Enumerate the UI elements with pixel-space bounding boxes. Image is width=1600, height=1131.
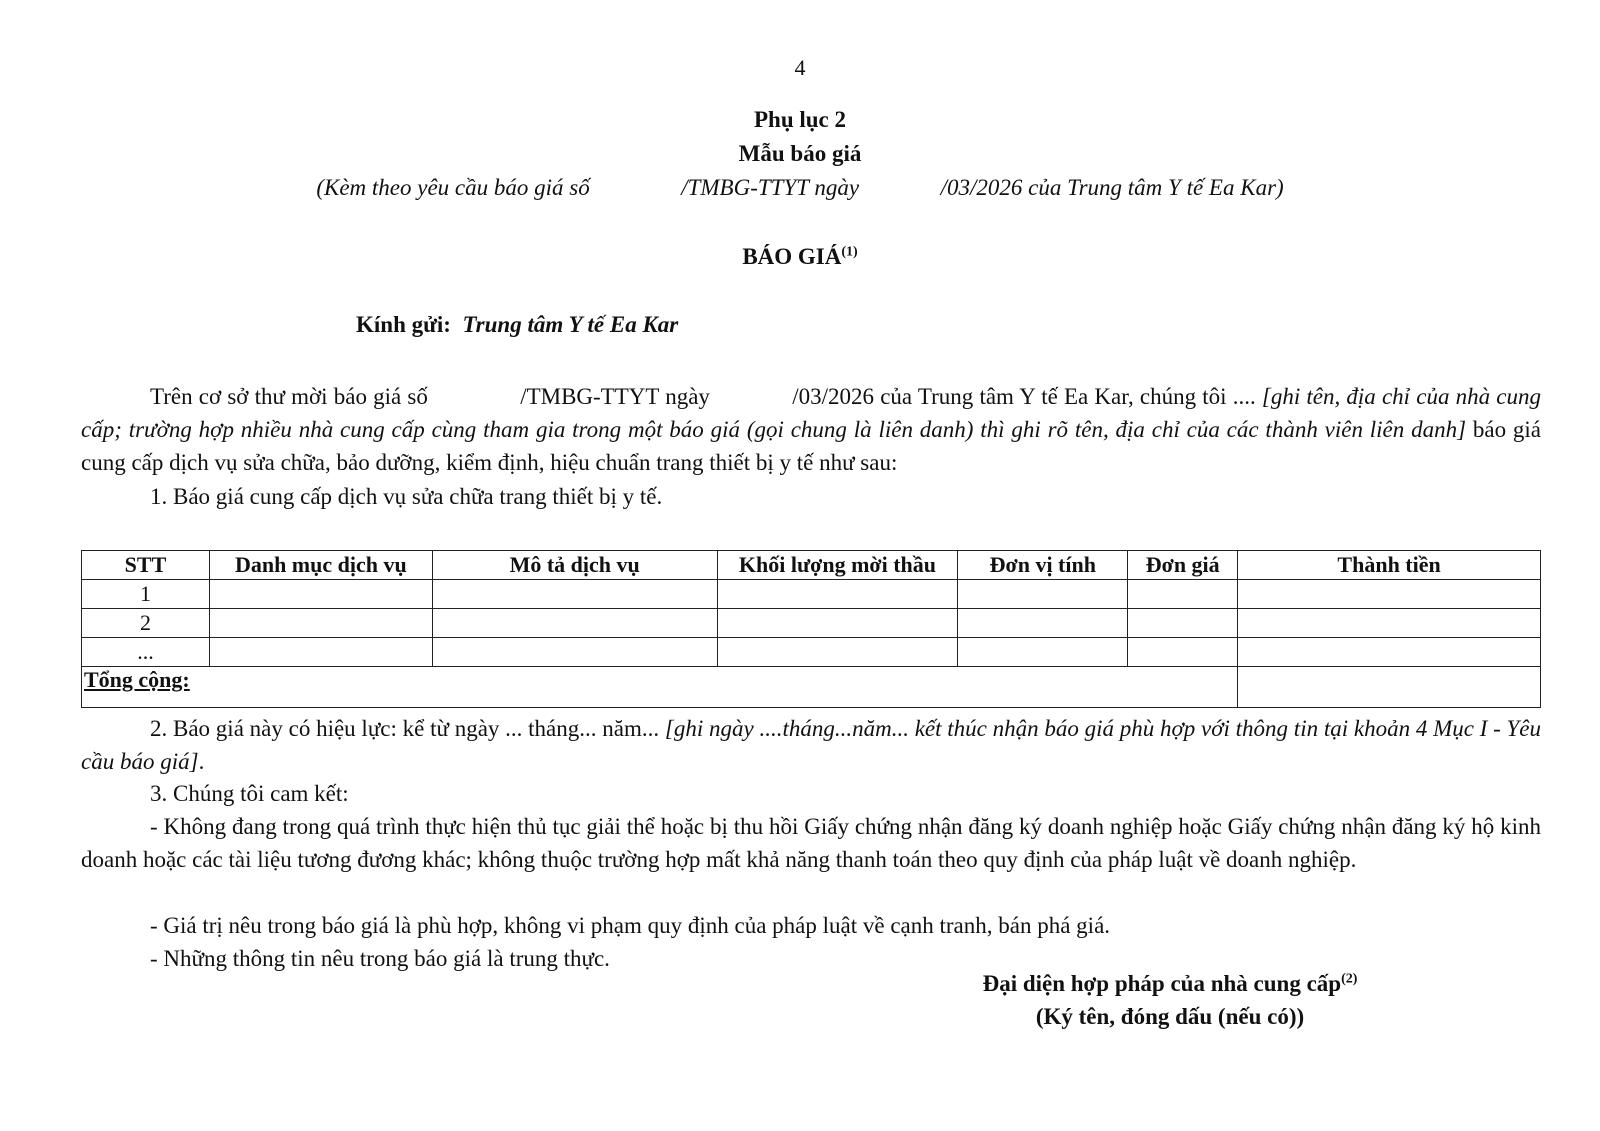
item-2 (81, 712, 1541, 778)
intro-part2: /TMBG-TTYT ngày (520, 384, 710, 409)
recipient-label: Kính gửi: (356, 312, 451, 337)
total-label: Tổng cộng: (82, 667, 1238, 708)
quote-table (81, 550, 1541, 708)
col-service-desc: Mô tả dịch vụ (432, 551, 717, 580)
table-cell[interactable] (1128, 609, 1238, 638)
table-cell[interactable] (717, 638, 958, 667)
item-2-text: 2. Báo giá này có hiệu lực: kể từ ngày ... tháng... năm... (150, 716, 660, 741)
total-value-cell[interactable] (1238, 667, 1541, 708)
table-cell[interactable] (1128, 638, 1238, 667)
quote-title-text: BÁO GIÁ (742, 244, 842, 269)
appendix-heading: Phụ lục 2 (753, 107, 847, 132)
col-unit: Đơn vị tính (958, 551, 1128, 580)
table-cell[interactable] (209, 638, 432, 667)
row-stt: 2 (82, 609, 210, 638)
item-2-end: . (198, 749, 205, 774)
attach-part2: /TMBG-TTYT ngày (681, 175, 860, 200)
item-1: 1. Báo giá cung cấp dịch vụ sửa chữa trang thiết bị y tế. (150, 484, 663, 509)
col-unit-price: Đơn giá (1128, 551, 1238, 580)
table-cell[interactable] (1238, 638, 1541, 667)
signature-line1: Đại diện hợp pháp của nhà cung cấp (982, 971, 1342, 996)
table-row (82, 609, 1541, 638)
table-cell[interactable] (1238, 609, 1541, 638)
page-number: 4 (794, 55, 806, 80)
table-cell[interactable] (1238, 580, 1541, 609)
form-title: Mẫu báo giá (738, 141, 862, 166)
table-cell[interactable] (432, 609, 717, 638)
table-cell[interactable] (432, 580, 717, 609)
title-footnote: (1) (841, 244, 858, 260)
col-service-list: Danh mục dịch vụ (209, 551, 432, 580)
table-total-row (82, 667, 1541, 708)
intro-paragraph (81, 380, 1541, 479)
col-stt: STT (82, 551, 210, 580)
table-cell[interactable] (209, 580, 432, 609)
table-cell[interactable] (717, 609, 958, 638)
table-cell[interactable] (958, 609, 1128, 638)
quote-title (0, 244, 1600, 270)
col-amount: Thành tiền (1238, 551, 1541, 580)
table-row (82, 580, 1541, 609)
table-cell[interactable] (209, 609, 432, 638)
attach-part3: /03/2026 của Trung tâm Y tế Ea Kar) (940, 175, 1284, 200)
signature-title (860, 971, 1480, 997)
attach-part1: (Kèm theo yêu cầu báo giá số (316, 175, 590, 200)
commitment-2: - Giá trị nêu trong báo giá là phù hợp, không vi phạm quy định của pháp luật về cạnh tranh, bán phá giá. (150, 913, 1111, 938)
commitment-1: - Không đang trong quá trình thực hiện thủ tục giải thể hoặc bị thu hồi Giấy chứng nhận đăng ký doanh nghiệp hoặc Giấy chứng nhận đăng ký hộ kinh doanh hoặc các tài liệu tương đương khác; không thuộc trường hợp mất khả năng thanh toán theo quy định của pháp luật về doanh nghiệp. (81, 814, 1541, 872)
commitment-3: - Những thông tin nêu trong báo giá là trung thực. (150, 946, 610, 971)
signature-note: (Ký tên, đóng dấu (nếu có)) (1035, 1004, 1305, 1029)
table-cell[interactable] (958, 638, 1128, 667)
item-2-italic: [ghi ngày ....tháng...năm... kết thúc nhận báo giá phù hợp với thông tin tại khoản 4 Mục I - Yêu cầu báo giá] (81, 716, 1542, 774)
table-row (82, 638, 1541, 667)
table-cell[interactable] (717, 580, 958, 609)
col-quantity: Khối lượng mời thầu (717, 551, 958, 580)
recipient-line (356, 312, 678, 338)
attachment-note (0, 175, 1600, 201)
recipient-name: Trung tâm Y tế Ea Kar (462, 312, 679, 337)
intro-part3: /03/2026 của Trung tâm Y tế Ea Kar, chúng tôi .... (792, 384, 1256, 409)
intro-part4: báo giá cung cấp dịch vụ sửa chữa, bảo dưỡng, kiểm định, hiệu chuẩn trang thiết bị y tế như sau: (81, 417, 1542, 475)
intro-italic: [ghi tên, địa chỉ của nhà cung cấp; trường hợp nhiều nhà cung cấp cùng tham gia trong một báo giá (gọi chung là liên danh) thì ghi rõ tên, địa chỉ của các thành viên liên danh] (81, 384, 1541, 442)
table-cell[interactable] (1128, 580, 1238, 609)
row-stt: ... (82, 638, 210, 667)
intro-part1: Trên cơ sở thư mời báo giá số (150, 384, 428, 409)
item-3-heading: 3. Chúng tôi cam kết: (150, 781, 349, 806)
table-cell[interactable] (432, 638, 717, 667)
row-stt: 1 (82, 580, 210, 609)
table-cell[interactable] (958, 580, 1128, 609)
table-header-row (82, 551, 1541, 580)
signature-footnote: (2) (1341, 971, 1358, 987)
